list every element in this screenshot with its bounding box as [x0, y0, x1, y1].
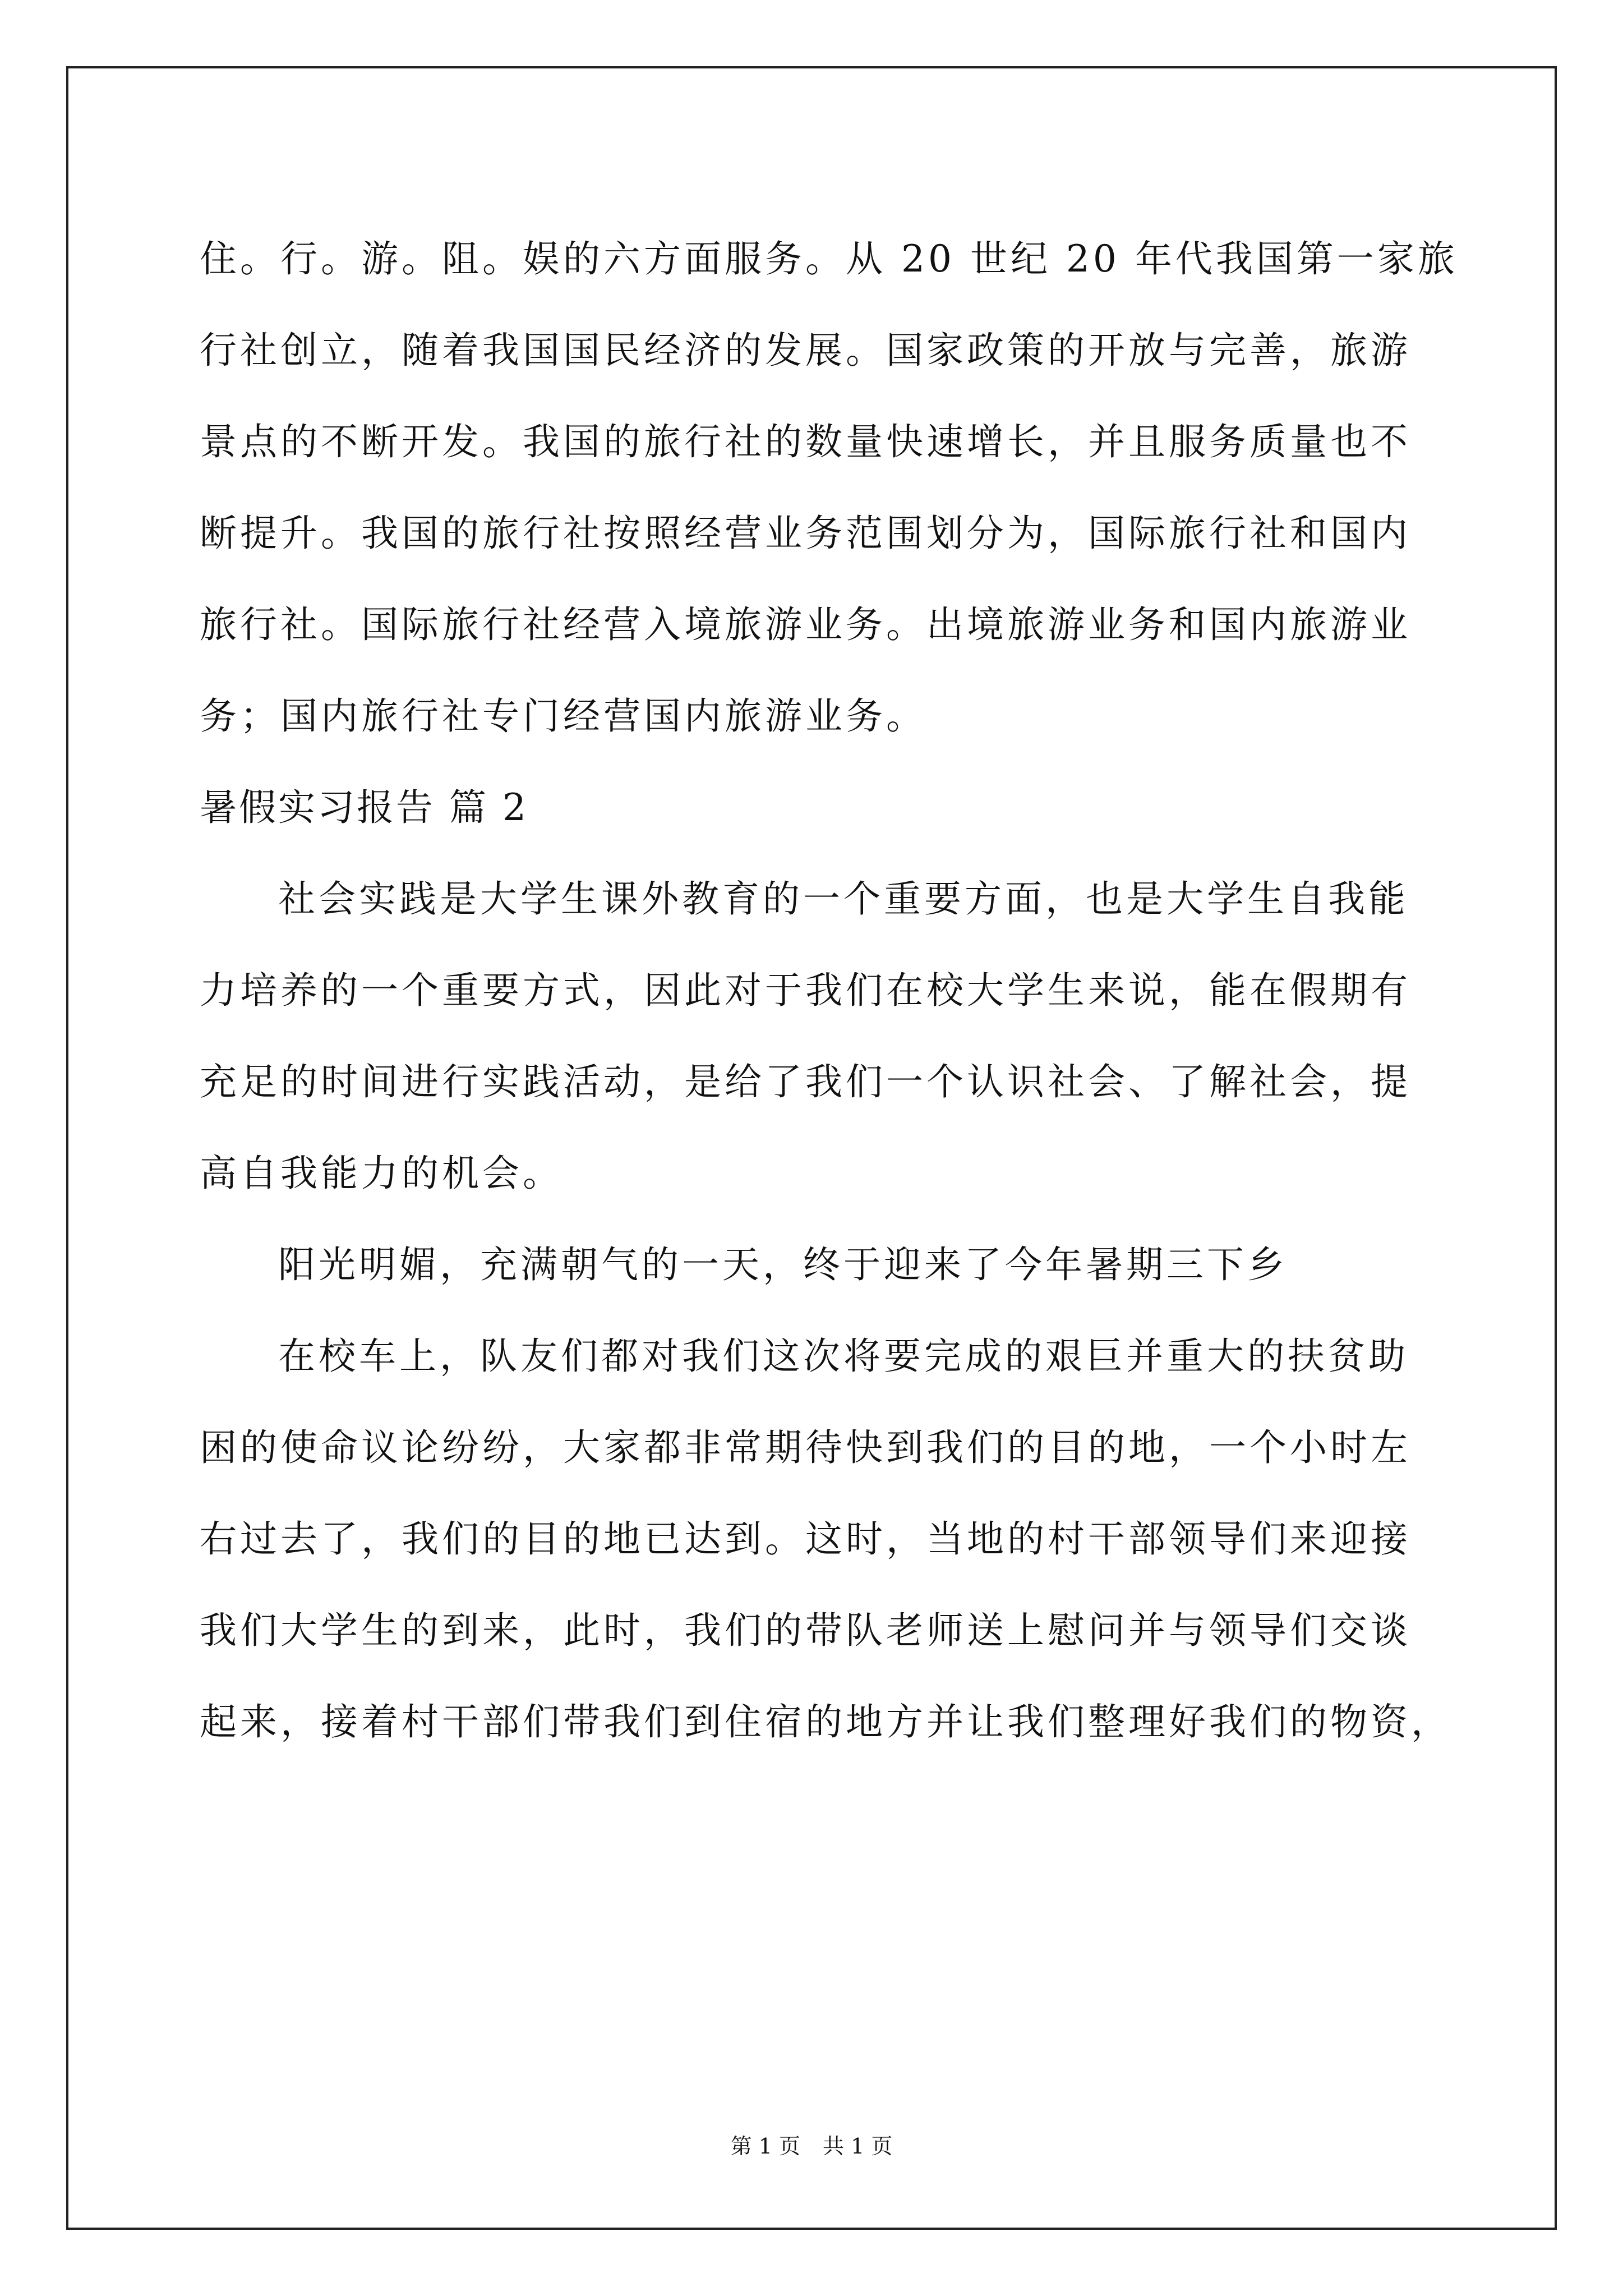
paragraph-line: 右过去了，我们的目的地已达到。这时，当地的村干部领导们来迎接	[200, 1517, 1411, 1561]
paragraph-line: 充足的时间进行实践活动，是给了我们一个认识社会、了解社会，提	[200, 1060, 1411, 1103]
paragraph-line: 高自我能力的机会。	[200, 1152, 563, 1195]
paragraph-line: 起来，接着村干部们带我们到住宿的地方并让我们整理好我们的物资，	[200, 1700, 1451, 1743]
document-body	[200, 213, 1458, 1768]
paragraph-line: 力培养的一个重要方式，因此对于我们在校大学生来说，能在假期有	[200, 969, 1411, 1012]
text-line: 旅行社。国际旅行社经营入境旅游业务。出境旅游业务和国内旅游业	[200, 603, 1411, 646]
text-line: 断提升。我国的旅行社按照经营业务范围划分为，国际旅行社和国内	[200, 512, 1411, 555]
paragraph-line: 我们大学生的到来，此时，我们的带队老师送上慰问并与领导们交谈	[200, 1609, 1411, 1652]
paragraph-line: 社会实践是大学生课外教育的一个重要方面，也是大学生自我能	[278, 877, 1409, 921]
text-line: 住。行。游。阻。娱的六方面服务。从 20 世纪 20 年代我国第一家旅	[200, 237, 1458, 280]
paragraph-line: 困的使命议论纷纷，大家都非常期待快到我们的目的地，一个小时左	[200, 1426, 1411, 1469]
paragraph-line: 阳光明媚，充满朝气的一天，终于迎来了今年暑期三下乡	[278, 1243, 1288, 1286]
text-line: 务；国内旅行社专门经营国内旅游业务。	[200, 694, 926, 738]
page-total: 共 1 页	[823, 2134, 893, 2159]
page-number: 第 1 页	[730, 2134, 800, 2159]
section-heading: 暑假实习报告 篇 2	[200, 786, 528, 829]
page-footer	[0, 2129, 1623, 2160]
paragraph-line: 在校车上，队友们都对我们这次将要完成的艰巨并重大的扶贫助	[278, 1335, 1409, 1378]
text-line: 行社创立，随着我国国民经济的发展。国家政策的开放与完善，旅游	[200, 329, 1411, 372]
text-line: 景点的不断开发。我国的旅行社的数量快速增长，并且服务质量也不	[200, 420, 1411, 463]
